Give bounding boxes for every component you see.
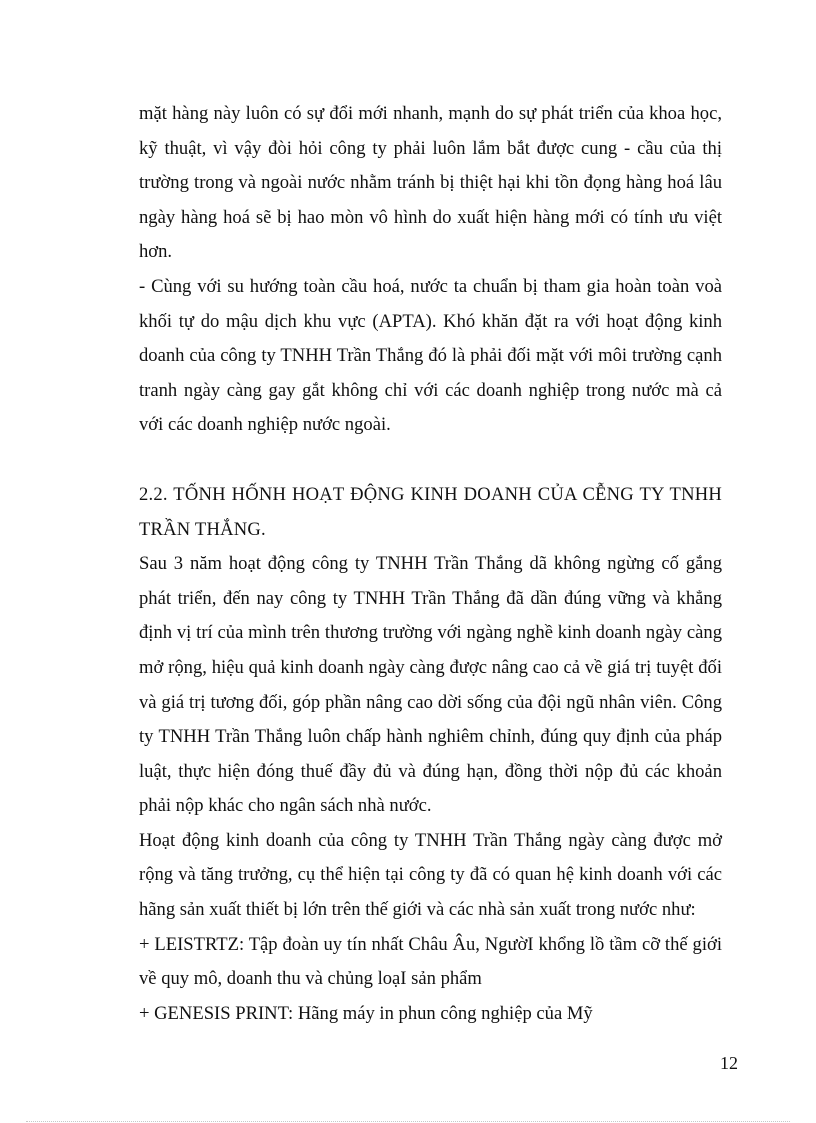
section-heading: 2.2. TỐNH HỐNH HOẠT ĐỘNG KINH DOANH CỦA CỄNG TY TNHH TRẦN THẮNG. bbox=[139, 483, 722, 540]
paragraph-business-relations: Hoạt động kinh doanh của công ty TNHH Trần Thắng ngày càng được mở rộng và tăng trưởng, cụ thể hiện tại công ty đã có quan hệ kinh doanh với các hãng sản xuất thiết bị lớn trên thế giới và các nhà sản xuất trong nước như: bbox=[139, 829, 722, 921]
bottom-dotted-rule bbox=[26, 1121, 790, 1122]
list-item-leistritz: + LEISTRTZ: Tập đoàn uy tín nhất Châu Âu, NgườI khổng lồ tầm cỡ thế giới về quy mô, doanh thu và chủng loạI sản phẩm bbox=[139, 933, 722, 990]
page-number: 12 bbox=[720, 1053, 738, 1073]
paragraph-globalization: - Cùng với su hướng toàn cầu hoá, nước ta chuẩn bị tham gia hoàn toàn voà khối tự do mậu dịch khu vực (APTA). Khó khăn đặt ra với hoạt động kinh doanh của công ty TNHH Trần Thắng đó là phải đối mặt với môi trường cạnh tranh ngày càng gay gắt không chỉ với các doanh nghiệp trong nước mà cả với các doanh nghiệp nước ngoài. bbox=[139, 275, 722, 436]
document-body bbox=[139, 97, 722, 1031]
paragraph-three-years: Sau 3 năm hoạt động công ty TNHH Trần Thắng dã không ngừng cố gắng phát triển, đến nay công ty TNHH Trần Thắng đã dần đúng vững và khẳng định vị trí của mình trên thương trường với ngàng nghề kinh doanh ngày càng mở rộng, hiệu quả kinh doanh ngày càng được nâng cao cả về giá trị tuyệt đối và giá trị tương đối, góp phần nâng cao dời sống của đội ngũ nhân viên. Công ty TNHH Trần Thắng luôn chấp hành nghiêm chỉnh, đúng quy định của pháp luật, thực hiện đóng thuế đầy đủ và đúng hạn, đồng thời nộp đủ các khoản phải nộp khác cho ngân sách nhà nước. bbox=[139, 553, 722, 817]
paragraph-spacer bbox=[139, 443, 722, 478]
paragraph-product-renewal: mặt hàng này luôn có sự đổi mới nhanh, mạnh do sự phát triển của khoa học, kỹ thuật, vì vậy đòi hỏi công ty phải luôn lắm bắt được cung - cầu của thị trường trong và ngoài nước nhằm tránh bị thiệt hại khi tồn đọng hàng hoá lâu ngày hàng hoá sẽ bị hao mòn vô hình do xuất hiện hàng mới có tính ưu việt hơn. bbox=[139, 103, 722, 263]
list-item-genesis-print: + GENESIS PRINT: Hãng máy in phun công nghiệp của Mỹ bbox=[139, 1002, 593, 1024]
